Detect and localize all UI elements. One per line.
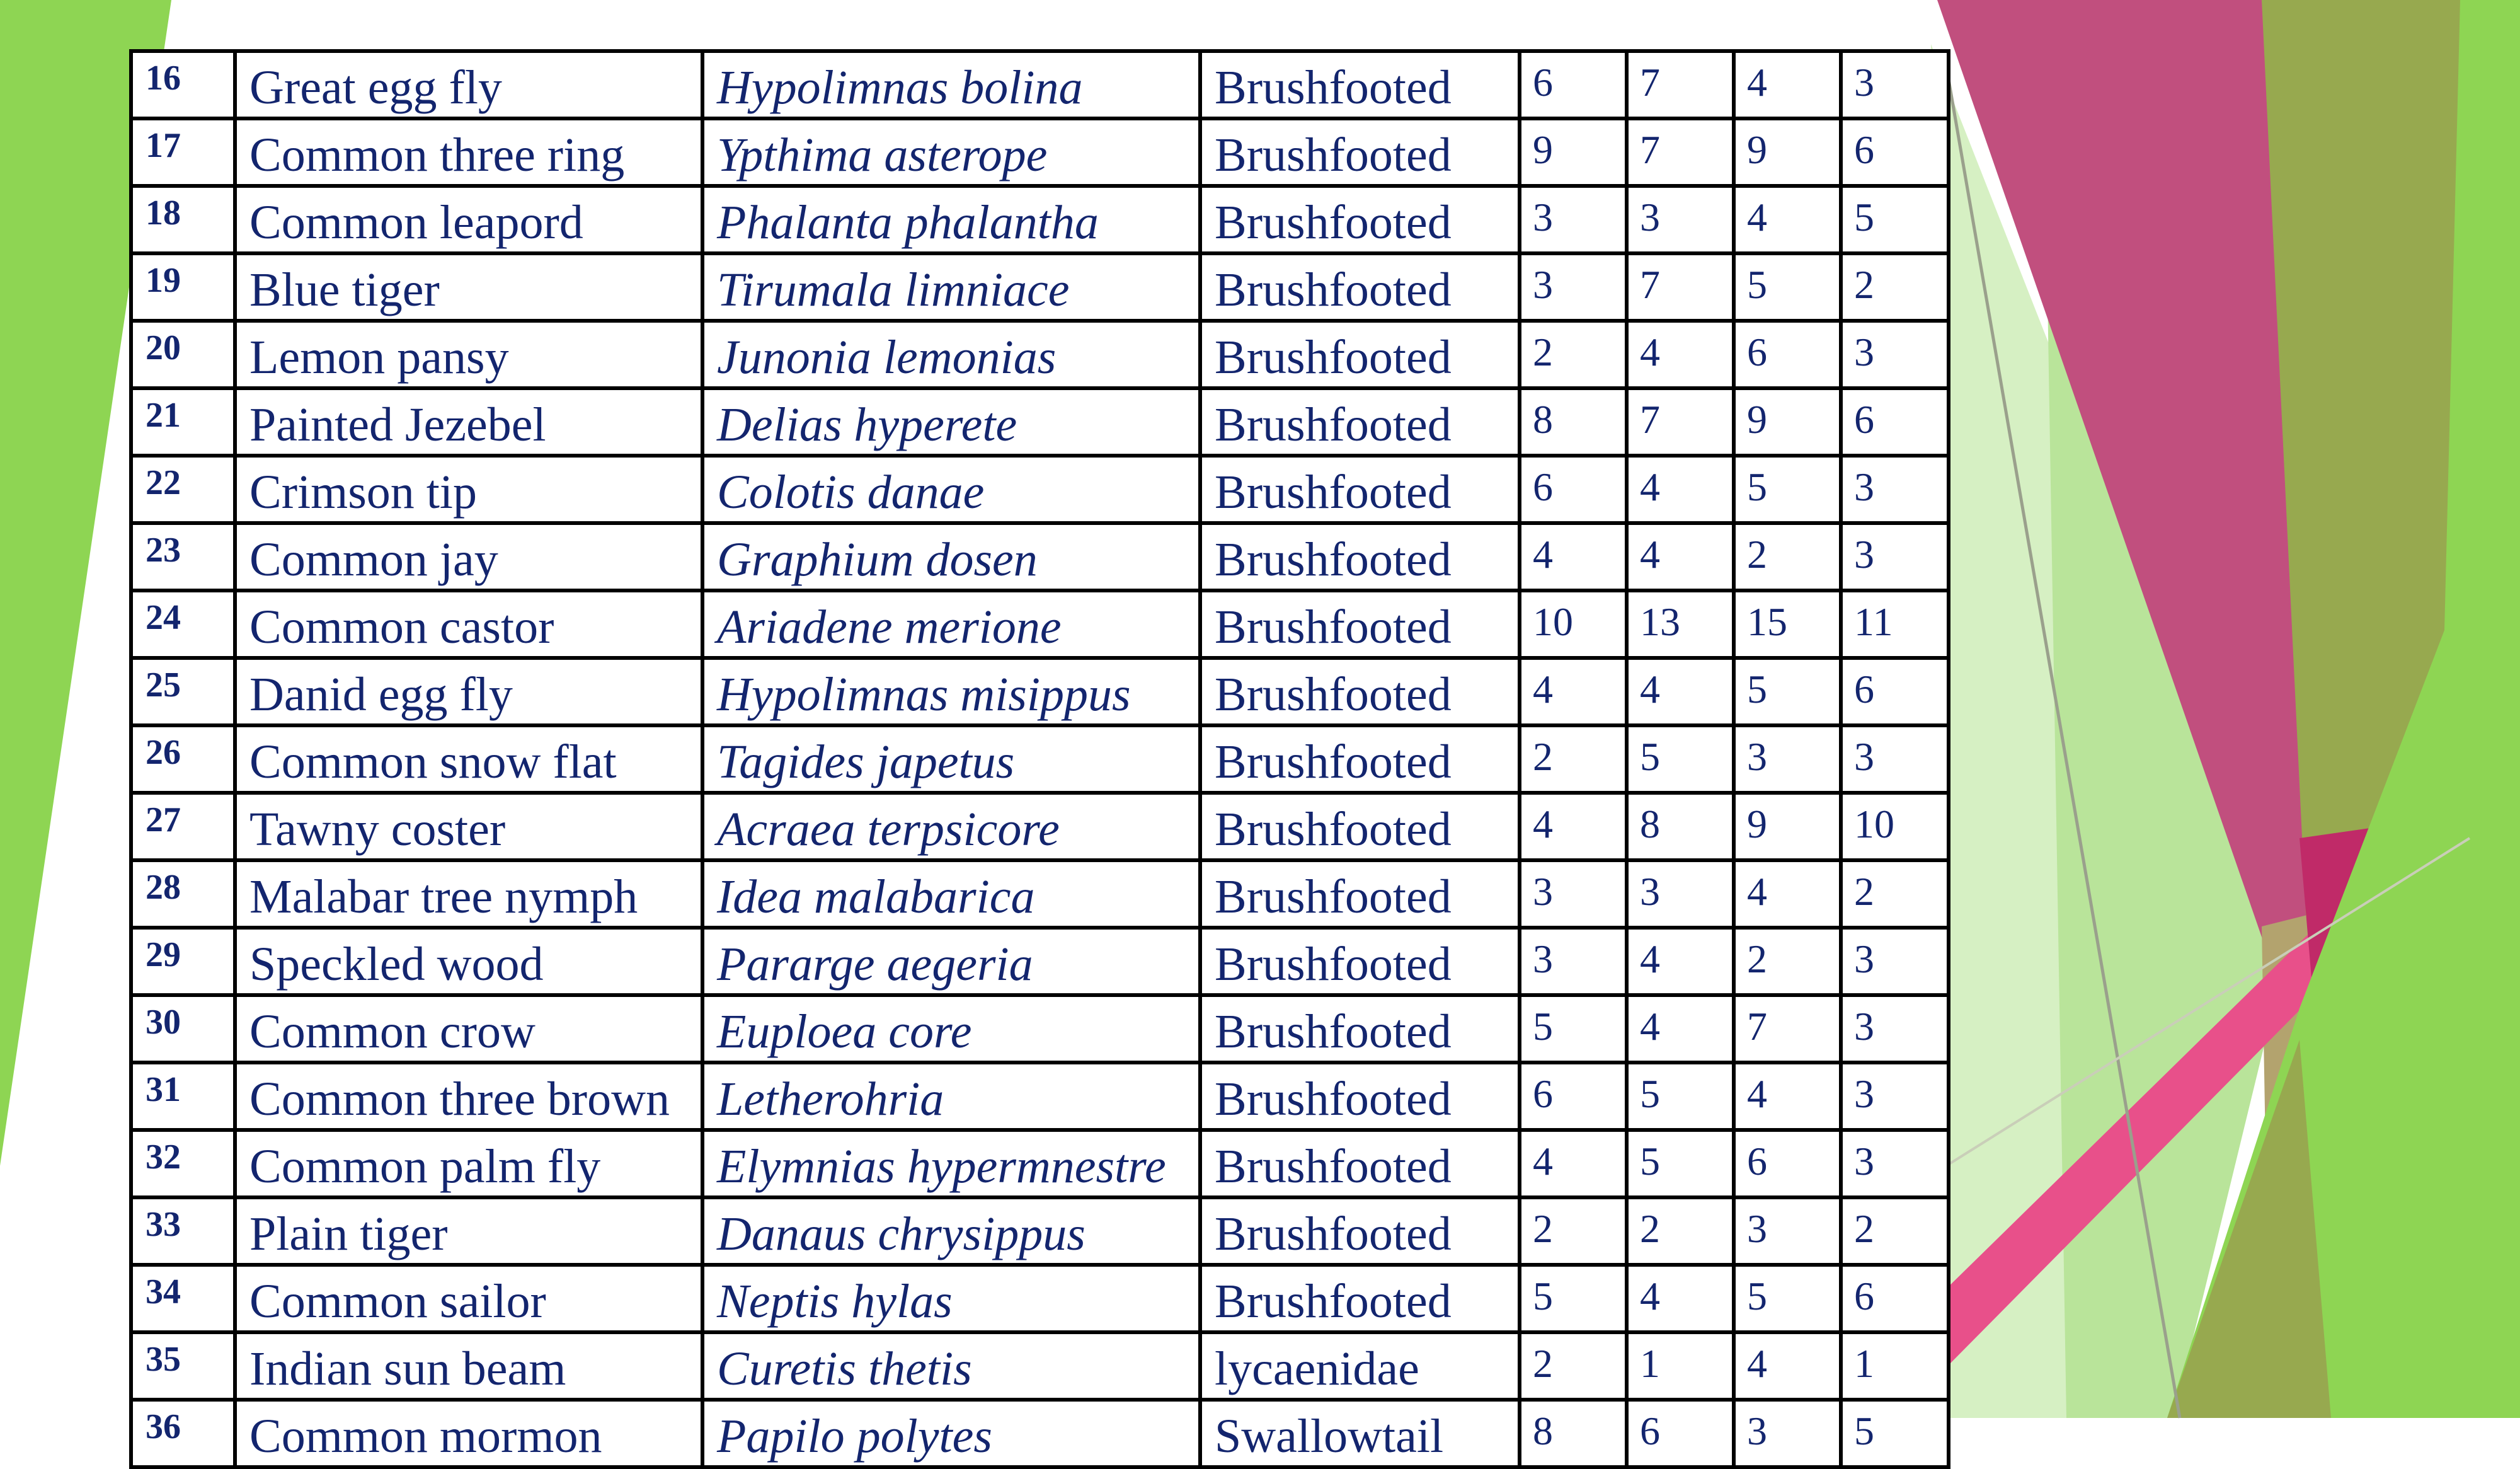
count-cell-1: 4: [1520, 523, 1627, 590]
common-name-cell: Common snow flat: [235, 725, 702, 793]
count-cell-3: 7: [1734, 995, 1841, 1063]
table-row: [131, 995, 1949, 1063]
count-cell-3: 5: [1734, 253, 1841, 321]
serial-number-cell: 29: [131, 928, 235, 995]
scientific-name-cell: Letherohria: [702, 1063, 1200, 1130]
count-cell-2: 4: [1627, 321, 1734, 388]
count-cell-4: 2: [1841, 860, 1949, 928]
count-cell-3: 4: [1734, 1332, 1841, 1400]
scientific-name-cell: Colotis danae: [702, 456, 1200, 523]
count-cell-2: 7: [1627, 253, 1734, 321]
count-cell-2: 7: [1627, 388, 1734, 456]
count-cell-3: 3: [1734, 1197, 1841, 1265]
serial-number-cell: 32: [131, 1130, 235, 1197]
scientific-name-cell: Ariadene merione: [702, 590, 1200, 658]
family-cell: lycaenidae: [1200, 1332, 1520, 1400]
count-cell-3: 4: [1734, 860, 1841, 928]
serial-number-cell: 31: [131, 1063, 235, 1130]
family-cell: Brushfooted: [1200, 658, 1520, 725]
common-name-cell: Common crow: [235, 995, 702, 1063]
count-cell-3: 2: [1734, 523, 1841, 590]
count-cell-2: 4: [1627, 456, 1734, 523]
scientific-name-cell: Papilo polytes: [702, 1400, 1200, 1467]
count-cell-2: 4: [1627, 1265, 1734, 1332]
serial-number-cell: 30: [131, 995, 235, 1063]
count-cell-4: 6: [1841, 1265, 1949, 1332]
count-cell-2: 8: [1627, 793, 1734, 860]
serial-number-cell: 25: [131, 658, 235, 725]
family-cell: Brushfooted: [1200, 1265, 1520, 1332]
count-cell-1: 4: [1520, 1130, 1627, 1197]
common-name-cell: Common mormon: [235, 1400, 702, 1467]
count-cell-4: 2: [1841, 1197, 1949, 1265]
count-cell-2: 4: [1627, 928, 1734, 995]
serial-number-cell: 28: [131, 860, 235, 928]
serial-number-cell: 20: [131, 321, 235, 388]
table-row: [131, 523, 1949, 590]
table-row: [131, 456, 1949, 523]
common-name-cell: Common castor: [235, 590, 702, 658]
count-cell-4: 3: [1841, 1130, 1949, 1197]
count-cell-3: 3: [1734, 1400, 1841, 1467]
common-name-cell: Crimson tip: [235, 456, 702, 523]
count-cell-4: 6: [1841, 388, 1949, 456]
family-cell: Brushfooted: [1200, 118, 1520, 186]
count-cell-4: 3: [1841, 995, 1949, 1063]
family-cell: Brushfooted: [1200, 1197, 1520, 1265]
count-cell-4: 2: [1841, 253, 1949, 321]
count-cell-1: 4: [1520, 658, 1627, 725]
count-cell-2: 13: [1627, 590, 1734, 658]
count-cell-4: 3: [1841, 51, 1949, 118]
common-name-cell: Lemon pansy: [235, 321, 702, 388]
serial-number-cell: 19: [131, 253, 235, 321]
table-row: [131, 1197, 1949, 1265]
table-row: [131, 186, 1949, 253]
serial-number-cell: 22: [131, 456, 235, 523]
table-row: [131, 658, 1949, 725]
count-cell-3: 5: [1734, 658, 1841, 725]
common-name-cell: Plain tiger: [235, 1197, 702, 1265]
count-cell-1: 3: [1520, 186, 1627, 253]
scientific-name-cell: Curetis thetis: [702, 1332, 1200, 1400]
count-cell-2: 2: [1627, 1197, 1734, 1265]
count-cell-3: 4: [1734, 51, 1841, 118]
serial-number-cell: 18: [131, 186, 235, 253]
count-cell-4: 3: [1841, 523, 1949, 590]
count-cell-1: 5: [1520, 995, 1627, 1063]
count-cell-4: 1: [1841, 1332, 1949, 1400]
serial-number-cell: 35: [131, 1332, 235, 1400]
count-cell-4: 5: [1841, 186, 1949, 253]
count-cell-2: 6: [1627, 1400, 1734, 1467]
scientific-name-cell: Graphium dosen: [702, 523, 1200, 590]
table-row: [131, 1265, 1949, 1332]
table-row: [131, 253, 1949, 321]
family-cell: Brushfooted: [1200, 590, 1520, 658]
count-cell-4: 3: [1841, 1063, 1949, 1130]
butterfly-table: [129, 49, 1950, 1469]
count-cell-1: 4: [1520, 793, 1627, 860]
table-body: [131, 51, 1949, 1467]
family-cell: Brushfooted: [1200, 995, 1520, 1063]
table-row: [131, 1130, 1949, 1197]
count-cell-4: 5: [1841, 1400, 1949, 1467]
count-cell-4: 3: [1841, 725, 1949, 793]
count-cell-1: 8: [1520, 1400, 1627, 1467]
count-cell-1: 6: [1520, 51, 1627, 118]
common-name-cell: Common leapord: [235, 186, 702, 253]
scientific-name-cell: Pararge aegeria: [702, 928, 1200, 995]
family-cell: Brushfooted: [1200, 928, 1520, 995]
serial-number-cell: 26: [131, 725, 235, 793]
common-name-cell: Tawny coster: [235, 793, 702, 860]
family-cell: Brushfooted: [1200, 1130, 1520, 1197]
count-cell-2: 7: [1627, 51, 1734, 118]
count-cell-1: 9: [1520, 118, 1627, 186]
count-cell-1: 3: [1520, 253, 1627, 321]
family-cell: Brushfooted: [1200, 186, 1520, 253]
family-cell: Swallowtail: [1200, 1400, 1520, 1467]
serial-number-cell: 33: [131, 1197, 235, 1265]
count-cell-3: 15: [1734, 590, 1841, 658]
table-row: [131, 793, 1949, 860]
count-cell-2: 5: [1627, 1063, 1734, 1130]
common-name-cell: Common sailor: [235, 1265, 702, 1332]
count-cell-1: 3: [1520, 860, 1627, 928]
scientific-name-cell: Neptis hylas: [702, 1265, 1200, 1332]
count-cell-2: 4: [1627, 658, 1734, 725]
common-name-cell: Blue tiger: [235, 253, 702, 321]
table-row: [131, 928, 1949, 995]
count-cell-1: 3: [1520, 928, 1627, 995]
count-cell-4: 3: [1841, 928, 1949, 995]
count-cell-3: 3: [1734, 725, 1841, 793]
scientific-name-cell: Hypolimnas bolina: [702, 51, 1200, 118]
common-name-cell: Common palm fly: [235, 1130, 702, 1197]
family-cell: Brushfooted: [1200, 388, 1520, 456]
serial-number-cell: 17: [131, 118, 235, 186]
family-cell: Brushfooted: [1200, 860, 1520, 928]
common-name-cell: Malabar tree nymph: [235, 860, 702, 928]
scientific-name-cell: Euploea core: [702, 995, 1200, 1063]
serial-number-cell: 27: [131, 793, 235, 860]
count-cell-3: 6: [1734, 321, 1841, 388]
serial-number-cell: 23: [131, 523, 235, 590]
scientific-name-cell: Tagides japetus: [702, 725, 1200, 793]
scientific-name-cell: Phalanta phalantha: [702, 186, 1200, 253]
count-cell-3: 4: [1734, 1063, 1841, 1130]
count-cell-1: 2: [1520, 725, 1627, 793]
count-cell-2: 3: [1627, 186, 1734, 253]
scientific-name-cell: Ypthima asterope: [702, 118, 1200, 186]
table-row: [131, 388, 1949, 456]
scientific-name-cell: Idea malabarica: [702, 860, 1200, 928]
serial-number-cell: 36: [131, 1400, 235, 1467]
count-cell-1: 2: [1520, 321, 1627, 388]
family-cell: Brushfooted: [1200, 793, 1520, 860]
count-cell-2: 5: [1627, 1130, 1734, 1197]
common-name-cell: Indian sun beam: [235, 1332, 702, 1400]
count-cell-1: 2: [1520, 1332, 1627, 1400]
serial-number-cell: 16: [131, 51, 235, 118]
scientific-name-cell: Danaus chrysippus: [702, 1197, 1200, 1265]
count-cell-4: 10: [1841, 793, 1949, 860]
count-cell-1: 2: [1520, 1197, 1627, 1265]
count-cell-2: 4: [1627, 995, 1734, 1063]
count-cell-2: 4: [1627, 523, 1734, 590]
table-row: [131, 860, 1949, 928]
table-row: [131, 725, 1949, 793]
count-cell-3: 6: [1734, 1130, 1841, 1197]
count-cell-3: 9: [1734, 118, 1841, 186]
count-cell-3: 5: [1734, 1265, 1841, 1332]
count-cell-1: 6: [1520, 1063, 1627, 1130]
table-row: [131, 118, 1949, 186]
count-cell-1: 10: [1520, 590, 1627, 658]
table-container: [129, 49, 1947, 1469]
serial-number-cell: 21: [131, 388, 235, 456]
common-name-cell: Common three brown: [235, 1063, 702, 1130]
table-row: [131, 1063, 1949, 1130]
count-cell-3: 5: [1734, 456, 1841, 523]
common-name-cell: Speckled wood: [235, 928, 702, 995]
table-row: [131, 1332, 1949, 1400]
serial-number-cell: 34: [131, 1265, 235, 1332]
common-name-cell: Painted Jezebel: [235, 388, 702, 456]
count-cell-2: 7: [1627, 118, 1734, 186]
scientific-name-cell: Tirumala limniace: [702, 253, 1200, 321]
family-cell: Brushfooted: [1200, 51, 1520, 118]
common-name-cell: Danid egg fly: [235, 658, 702, 725]
family-cell: Brushfooted: [1200, 253, 1520, 321]
family-cell: Brushfooted: [1200, 523, 1520, 590]
common-name-cell: Great egg fly: [235, 51, 702, 118]
family-cell: Brushfooted: [1200, 725, 1520, 793]
common-name-cell: Common three ring: [235, 118, 702, 186]
count-cell-3: 9: [1734, 388, 1841, 456]
count-cell-4: 11: [1841, 590, 1949, 658]
count-cell-3: 9: [1734, 793, 1841, 860]
count-cell-3: 4: [1734, 186, 1841, 253]
count-cell-1: 6: [1520, 456, 1627, 523]
serial-number-cell: 24: [131, 590, 235, 658]
table-row: [131, 590, 1949, 658]
count-cell-2: 3: [1627, 860, 1734, 928]
scientific-name-cell: Hypolimnas misippus: [702, 658, 1200, 725]
count-cell-1: 5: [1520, 1265, 1627, 1332]
count-cell-2: 1: [1627, 1332, 1734, 1400]
scientific-name-cell: Delias hyperete: [702, 388, 1200, 456]
family-cell: Brushfooted: [1200, 1063, 1520, 1130]
count-cell-4: 3: [1841, 321, 1949, 388]
table-row: [131, 51, 1949, 118]
family-cell: Brushfooted: [1200, 456, 1520, 523]
scientific-name-cell: Acraea terpsicore: [702, 793, 1200, 860]
count-cell-3: 2: [1734, 928, 1841, 995]
count-cell-2: 5: [1627, 725, 1734, 793]
table-row: [131, 321, 1949, 388]
count-cell-4: 6: [1841, 658, 1949, 725]
scientific-name-cell: Elymnias hypermnestre: [702, 1130, 1200, 1197]
count-cell-4: 3: [1841, 456, 1949, 523]
count-cell-1: 8: [1520, 388, 1627, 456]
count-cell-4: 6: [1841, 118, 1949, 186]
family-cell: Brushfooted: [1200, 321, 1520, 388]
scientific-name-cell: Junonia lemonias: [702, 321, 1200, 388]
table-row: [131, 1400, 1949, 1467]
common-name-cell: Common jay: [235, 523, 702, 590]
